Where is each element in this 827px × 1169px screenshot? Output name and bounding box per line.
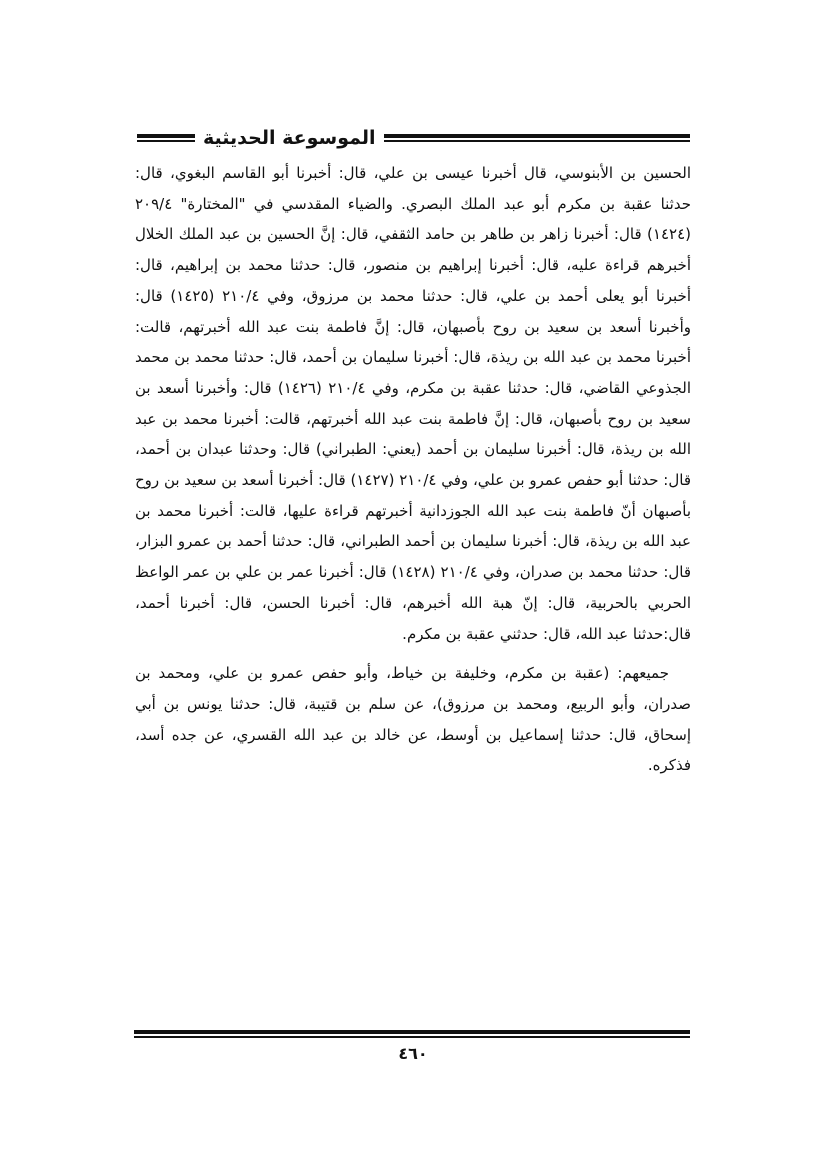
paragraph-isnad-chain: الحسين بن الأبنوسي، قال أخبرنا عيسى بن علي، قال: أخبرنا أبو القاسم البغوي، قال: حدثنا عقبة بن مكرم أبو عبد الملك البصري. والضياء المقدسي في "المختارة" ٢٠٩/٤ (١٤٢٤) قال: أخبرنا زاهر بن طاهر بن حامد الثقفي، قال: إنَّ الحسين بن عبد الملك الخلال أخبرهم قراءة عليه، قال: أخبرنا إبراهيم بن منصور، قال: حدثنا محمد بن إبراهيم، قال: أخبرنا أبو يعلى أحمد بن علي، قال: حدثنا محمد بن مرزوق، وفي ٢١٠/٤ (١٤٢٥) قال: وأخبرنا أسعد بن سعيد بن روح بأصبهان، قال: إنَّ فاطمة بنت عبد الله أخبرتهم، قالت: أخبرنا محمد بن عبد الله بن ريذة، قال: أخبرنا سليمان بن أحمد، قال: حدثنا محمد بن محمد الجذوعي القاضي، قال: حدثنا عقبة بن مكرم، وفي ٢١٠/٤ (١٤٢٦) قال: وأخبرنا أسعد بن سعيد بن روح بأصبهان، قال: إنَّ فاطمة بنت عبد الله أخبرتهم، قالت: أخبرنا محمد بن عبد الله بن ريذة، قال: أخبرنا سليمان بن أحمد (يعني: الطبراني) قال: وحدثنا عبدان بن أحمد، قال: حدثنا أبو حفص عمرو بن علي، وفي ٢١٠/٤ (١٤٢٧) قال: أخبرنا أسعد بن سعيد بن روح بأصبهان أنّ فاطمة بنت عبد الله الجوزدانية أخبرتهم قراءة عليها، قالت: أخبرنا محمد بن عبد الله بن ريذة، قال: أخبرنا سليمان بن أحمد الطبراني، قال: حدثنا أحمد بن عمرو البزار، قال: حدثنا محمد بن صدران، وفي ٢١٠/٤ (١٤٢٨) قال: أخبرنا عمر بن علي بن عمر الواعظ الحربي بالحربية، قال: إنّ هبة الله أخبرهم، قال: أخبرنا الحسن، قال: أخبرنا أحمد، قال:حدثنا عبد الله، قال: حدثني عقبة بن مكرم. <box>135 164 692 643</box>
main-text <box>135 158 691 781</box>
paragraph-summary: جميعهم: (عقبة بن مكرم، وخليفة بن خياط، وأبو حفص عمرو بن علي، ومحمد بن صدران، وأبو الربيع، ومحمد بن مرزوق)، عن سلم بن قتيبة، قال: حدثنا يونس بن أبي إسحاق، قال: حدثنا إسماعيل بن أوسط، عن خالد بن عبد الله القسري، عن جده أسد، فذكره. <box>135 664 691 775</box>
page-number: ٤٦٠ <box>398 1044 428 1063</box>
footer-rule <box>134 1030 690 1038</box>
book-title: الموسوعة الحديثية <box>203 127 376 149</box>
header-rule-left <box>137 134 195 142</box>
running-header <box>137 124 690 152</box>
header-rule-right <box>384 134 691 142</box>
